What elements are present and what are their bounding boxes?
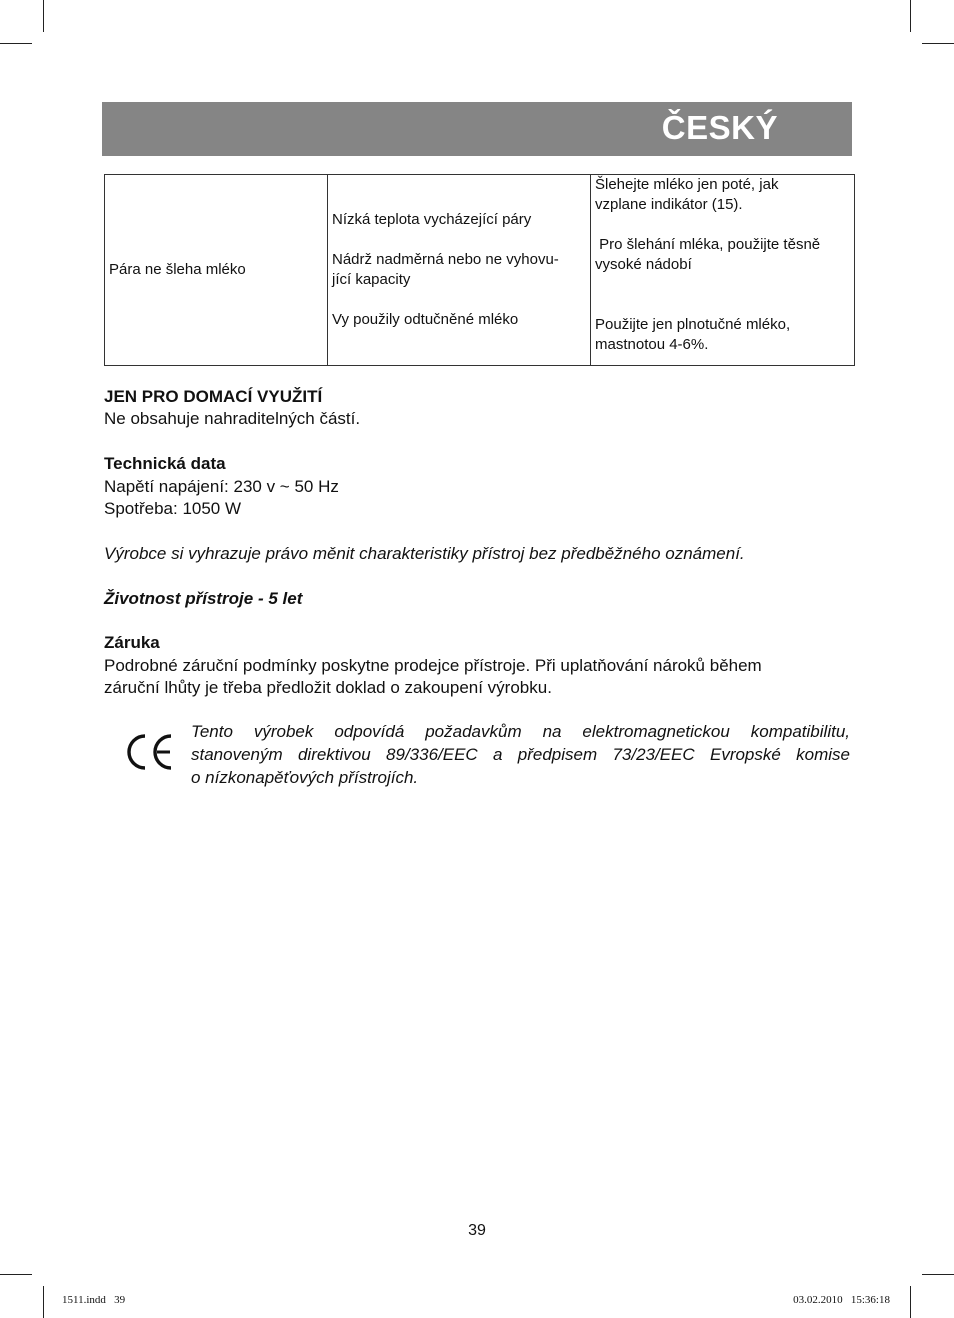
page-number: 39 <box>468 1222 486 1239</box>
tech-voltage: Napětí napájení: 230 v ~ 50 Hz <box>104 476 339 496</box>
cause-text: Vy použily odtučněné mléko <box>332 311 519 328</box>
solution-text: Použijte jen plnotučné mléko, <box>595 316 791 333</box>
causes-cell <box>328 175 591 366</box>
crop-mark <box>922 1274 954 1275</box>
warranty-heading: Záruka <box>104 633 160 653</box>
main-content <box>104 386 850 700</box>
warranty-text: záruční lhůty je třeba předložit doklad o zakoupení výrobku. <box>104 678 552 698</box>
footer-file: 1511.indd 39 <box>62 1294 126 1306</box>
disclaimer-text: Výrobce si vyhrazuje právo měnit charakteristiky přístroj bez předběžného oznámení. <box>104 543 745 563</box>
home-use-text: Ne obsahuje nahraditelných částí. <box>104 409 361 429</box>
problem-text: Pára ne šleha mléko <box>109 261 246 278</box>
crop-mark <box>0 43 32 44</box>
crop-mark <box>910 1286 911 1318</box>
footer-timestamp: 03.02.2010 15:36:18 <box>793 1294 890 1306</box>
solution-text: vzplane indikátor (15). <box>595 196 743 213</box>
solution-text: Šlehejte mléko jen poté, jak <box>595 176 779 193</box>
solution-text: Pro šlehání mléka, použijte těsně <box>595 236 821 253</box>
language-title: ČESKÝ <box>661 109 778 146</box>
cause-text: Nádrž nadměrná nebo ne vyhovu- <box>332 251 559 268</box>
ce-statement-line: Tento výrobek odpovídá požadavkům na elektromagnetickou kompatibilitu, <box>191 722 850 741</box>
crop-mark <box>910 0 911 32</box>
ce-statement <box>191 720 850 789</box>
solution-text: mastnotou 4-6%. <box>595 336 709 353</box>
crop-mark <box>43 0 44 32</box>
table-row <box>105 175 855 366</box>
problem-cell <box>105 175 328 366</box>
ce-mark-icon <box>124 732 174 772</box>
solutions-cell <box>591 175 855 366</box>
home-use-heading: JEN PRO DOMACÍ VYUŽITÍ <box>104 387 323 406</box>
crop-mark <box>0 1274 32 1275</box>
cause-text: Nízká teplota vycházející páry <box>332 211 532 228</box>
crop-mark <box>922 43 954 44</box>
crop-mark <box>43 1286 44 1318</box>
lifetime-text: Životnost přístroje - 5 let <box>104 588 303 608</box>
cause-text: jící kapacity <box>332 271 411 288</box>
troubleshooting-table <box>104 174 855 366</box>
warranty-text: Podrobné záruční podmínky poskytne prodejce přístroje. Při uplatňování nároků během <box>104 655 762 675</box>
ce-statement-line: o nízkonapěťových přístrojích. <box>191 768 419 787</box>
ce-statement-line: stanoveným direktivou 89/336/EEC a předpisem 73/23/EEC Evropské komise <box>191 745 850 764</box>
tech-power: Spotřeba: 1050 W <box>104 499 242 519</box>
solution-text: vysoké nádobí <box>595 256 692 273</box>
language-header-bar <box>102 102 852 156</box>
tech-data-heading: Technická data <box>104 454 226 474</box>
